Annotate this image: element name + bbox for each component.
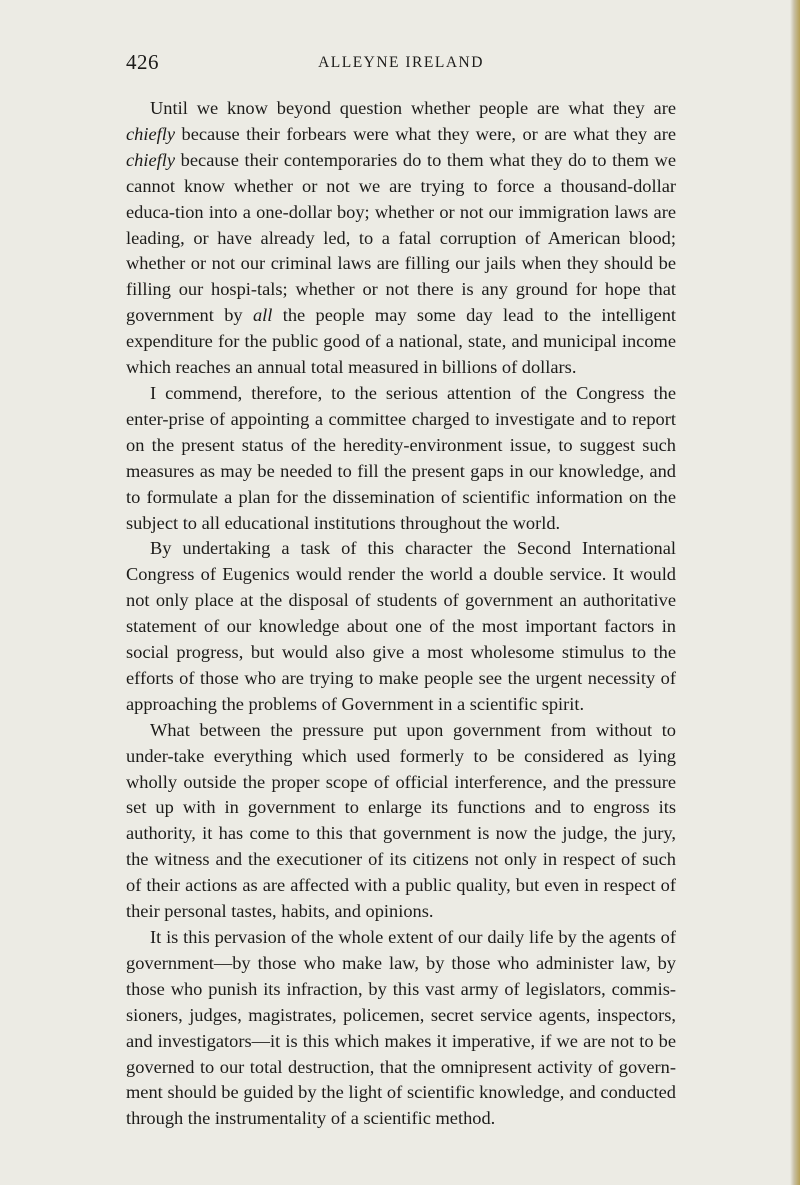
paragraph-text: because their contemporaries do to them what they do to them we cannot know whether or not we are trying to force a thousand-dollar educa-tion into a one-dollar boy; whether or not our immigration laws are leading, or have already led, to a fatal corruption of American blood; whether or not our criminal laws are filling our jails when they should be filling our hospi-tals; whether or not there is any ground for hope that government by [126,149,676,326]
emphasis-text: chiefly [126,149,176,170]
paragraph-text: It is this pervasion of the whole extent of our daily life by the agents of government—by those who make law, by those who administer law, by those who punish its infraction, by this vast army of legislators, commis-sioners, judges, magistrates, policemen, secret service agents, inspectors, and investigators—it is this which makes it imperative, if we are not to be governed to our total destruction, that the omnipresent activity of govern-ment should be guided by the light of scientific knowledge, and conducted through the instrumentality of a scientific method. [126,927,676,1129]
paragraph-2 [126,381,676,536]
paragraph-text: because their forbears were what they were, or are what they are [175,123,676,144]
paragraph-text: By undertaking a task of this character the Second International Congress of Eugenics would render the world a double service. It would not only place at the disposal of students of government an authoritative statement of our knowledge about one of the most important factors in social progress, but would also give a most wholesome stimulus to the efforts of those who are trying to make people see the urgent necessity of approaching the problems of Government in a scientific spirit. [126,538,676,714]
page-header [126,50,676,80]
paragraph-5 [126,925,676,1132]
emphasis-text: all [252,305,273,326]
page-edge [790,0,800,1185]
paragraph-1 [126,96,676,381]
page-number: 426 [126,50,159,74]
emphasis-text: chiefly [126,123,176,144]
body-text [126,96,676,1132]
paragraph-text: I commend, therefore, to the serious attention of the Congress the enter-prise of appointing a committee charged to investigate and to report on the present status of the heredity-environment issue, to suggest such measures as may be needed to fill the present gaps in our knowledge, and to formulate a plan for the dissemination of scientific information on the subject to all educational institutions throughout the world. [126,382,676,533]
running-head: ALLEYNE IRELAND [318,54,484,71]
paragraph-text: the people may some day lead to the intelligent expenditure for the public good of a national, state, and municipal income which reaches an annual total measured in billions of dollars. [126,305,676,378]
paragraph-3 [126,536,676,717]
paragraph-text: Until we know beyond question whether people are what they are [150,98,676,118]
paragraph-4 [126,718,676,925]
paragraph-text: What between the pressure put upon government from without to under-take everything which used formerly to be considered as lying wholly outside the proper scope of official interference, and the pressure set up with in government to enlarge its functions and to engross its authority, it has come to this that government is now the judge, the jury, the witness and the executioner of its citizens not only in respect of such of their actions as are affected with a public quality, but even in respect of their personal tastes, habits, and opinions. [126,719,676,922]
